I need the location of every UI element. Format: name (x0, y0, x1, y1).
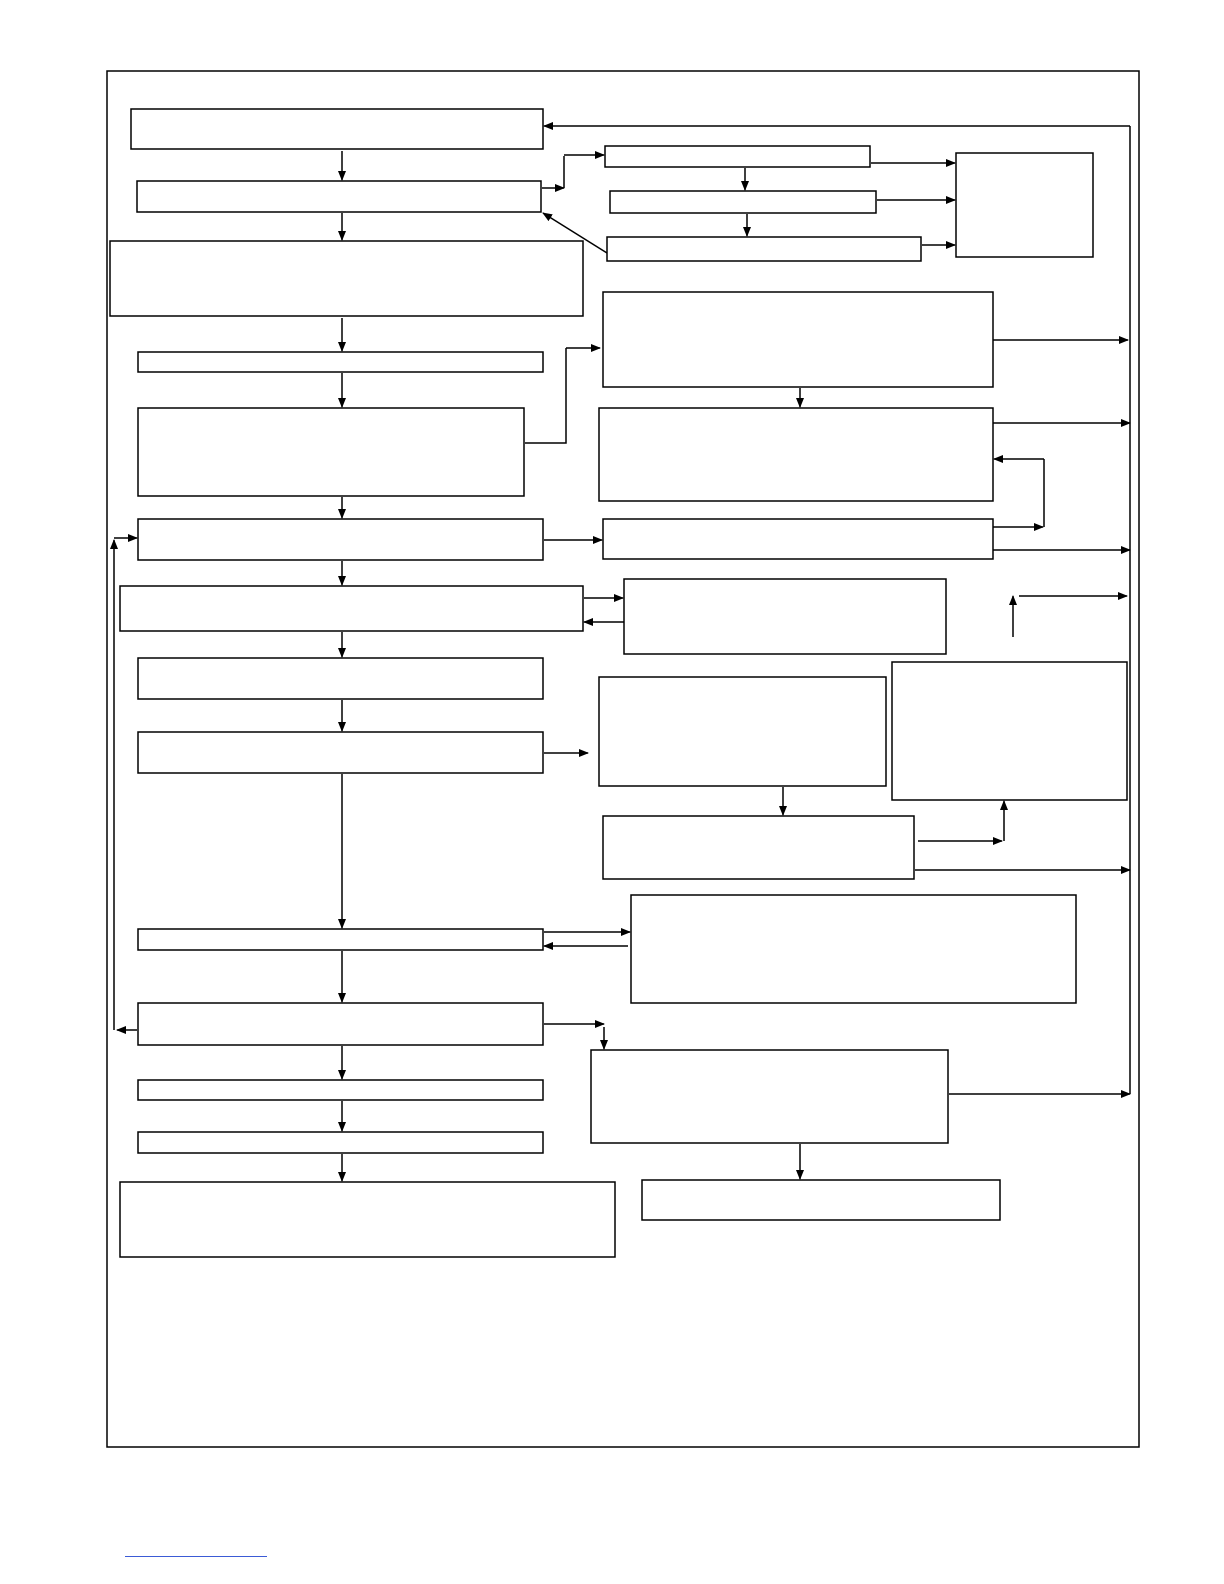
flow-box-4 (138, 352, 543, 372)
flow-box-15 (605, 146, 870, 167)
flow-box-24 (892, 662, 1127, 800)
flow-box-8 (138, 658, 543, 699)
flow-box-10 (138, 929, 543, 950)
flow-box-21 (603, 519, 993, 559)
flow-box-19 (603, 292, 993, 387)
flow-box-28 (642, 1180, 1000, 1220)
footer-link-underline[interactable] (125, 1556, 267, 1557)
flow-box-12 (138, 1080, 543, 1100)
flow-box-23 (599, 677, 886, 786)
flow-box-27 (591, 1050, 948, 1143)
flow-box-22 (624, 579, 946, 654)
flow-box-11 (138, 1003, 543, 1045)
flow-box-18 (956, 153, 1093, 257)
flow-box-14 (120, 1182, 615, 1257)
flow-box-7 (120, 586, 583, 631)
flow-box-5 (138, 408, 524, 496)
flow-box-1 (131, 109, 543, 149)
flow-box-20 (599, 408, 993, 501)
flow-box-17 (607, 237, 921, 261)
flow-box-13 (138, 1132, 543, 1153)
flow-box-16 (610, 191, 876, 213)
flow-box-25 (603, 816, 914, 879)
flow-box-26 (631, 895, 1076, 1003)
flow-box-2 (137, 181, 541, 212)
flow-box-9 (138, 732, 543, 773)
flow-box-6 (138, 519, 543, 560)
flow-box-3 (110, 241, 583, 316)
